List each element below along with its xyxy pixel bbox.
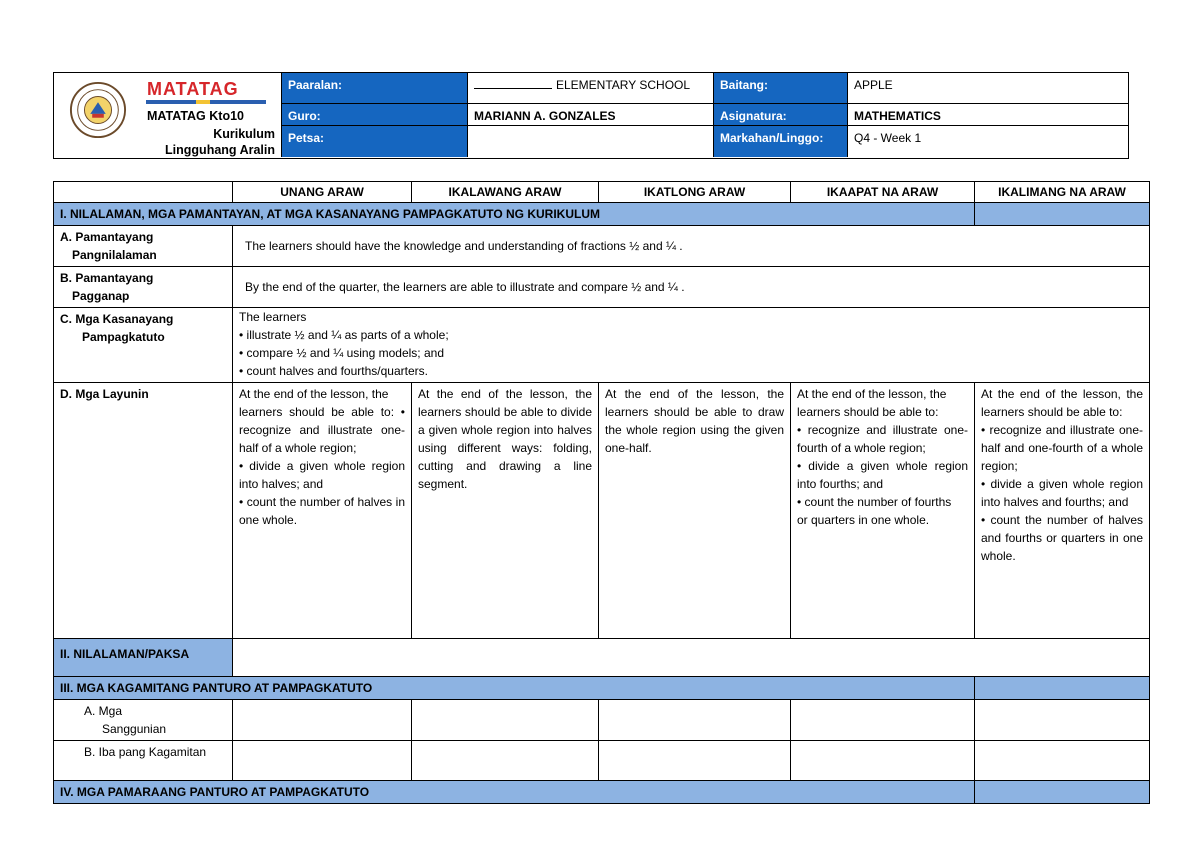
objective-line: • divide a given whole region into fourths; and — [797, 459, 968, 491]
content-standards-row — [54, 226, 1150, 267]
objective-line: At the end of the lesson, the — [239, 387, 389, 401]
header-logo-block — [54, 73, 281, 158]
objective-line: • divide a given whole region into halves and fourths; and — [981, 477, 1143, 509]
day-header-5: IKALIMANG NA ARAW — [975, 182, 1150, 203]
objective-line: or quarters in one whole. — [797, 513, 930, 527]
school-value-cell[interactable] — [467, 73, 713, 104]
competencies-line: The learners — [239, 310, 307, 324]
day-header-3: IKATLONG ARAW — [599, 182, 791, 203]
other-materials-day-3[interactable] — [599, 741, 791, 781]
subject-label: Asignatura: — [713, 104, 847, 126]
content-standards-label-2: Pangnilalaman — [72, 248, 157, 262]
date-label: Petsa: — [281, 126, 467, 157]
day-header-4: IKAAPAT NA ARAW — [791, 182, 975, 203]
section-4-row — [54, 781, 1150, 804]
quarter-value[interactable]: Q4 - Week 1 — [847, 126, 1128, 157]
other-materials-day-5[interactable] — [975, 741, 1150, 781]
objective-line: • count the number of halves and fourths or quarters in one whole. — [981, 513, 1143, 563]
objective-line: • recognize and illustrate one-half and one-fourth of a whole region; — [981, 423, 1143, 473]
objective-line: • divide a given whole region into halves; and — [239, 459, 405, 491]
section-1-row — [54, 203, 1150, 226]
content-topic-row — [54, 639, 1150, 677]
deped-seal-icon — [69, 81, 127, 139]
performance-standards-text[interactable]: By the end of the quarter, the learners are able to illustrate and compare ½ and ¼ . — [233, 267, 1150, 308]
curriculum-title-line3: Lingguhang Aralin — [165, 143, 275, 157]
lesson-header — [53, 72, 1129, 159]
date-value[interactable] — [467, 126, 713, 157]
competencies-line: • compare ½ and ¼ using models; and — [239, 346, 444, 360]
lesson-plan-table — [53, 181, 1150, 804]
objectives-row — [54, 383, 1150, 639]
day-header-1: UNANG ARAW — [233, 182, 412, 203]
brand-wordmark: MATATAG — [147, 79, 239, 99]
content-standards-label-1: A. Pamantayang — [60, 230, 154, 244]
school-name-blank — [474, 80, 552, 89]
section-1-title: I. NILALAMAN, MGA PAMANTAYAN, AT MGA KASANAYANG PAMPAGKATUTO NG KURIKULUM — [54, 203, 975, 226]
grade-label: Baitang: — [713, 73, 847, 104]
objective-line: At the end of the lesson, the learners should be able to: — [981, 387, 1143, 419]
references-label-2: Sanggunian — [102, 722, 167, 736]
references-day-5[interactable] — [975, 700, 1150, 741]
performance-standards-label-1: B. Pamantayang — [60, 271, 154, 285]
objectives-day-4[interactable] — [791, 383, 975, 639]
content-topic-value[interactable] — [233, 639, 1150, 677]
references-day-2[interactable] — [412, 700, 599, 741]
objective-line: learners should be able to: • recognize and illustrate one-half of a whole region; — [239, 405, 405, 455]
section-3-blank — [975, 677, 1150, 700]
grade-value[interactable]: APPLE — [847, 73, 1128, 104]
section-4-title: IV. MGA PAMARAANG PANTURO AT PAMPAGKATUTO — [54, 781, 975, 804]
teacher-value[interactable]: MARIANN A. GONZALES — [467, 104, 713, 126]
objective-line: • recognize and illustrate one-fourth of a whole region; — [797, 423, 968, 455]
other-materials-row — [54, 741, 1150, 781]
performance-standards-label-2: Pagganap — [72, 289, 130, 303]
references-row — [54, 700, 1150, 741]
other-materials-day-2[interactable] — [412, 741, 599, 781]
performance-standards-label — [54, 267, 233, 308]
section-3-row — [54, 677, 1150, 700]
header-info-grid — [281, 73, 1128, 158]
school-label: Paaralan: — [281, 73, 467, 104]
teacher-label: Guro: — [281, 104, 467, 126]
references-day-4[interactable] — [791, 700, 975, 741]
objective-line: learners should be able to: — [797, 405, 939, 419]
objectives-label: D. Mga Layunin — [54, 383, 233, 639]
corner-cell — [54, 182, 233, 203]
other-materials-day-4[interactable] — [791, 741, 975, 781]
references-day-3[interactable] — [599, 700, 791, 741]
section-4-blank — [975, 781, 1150, 804]
competencies-text[interactable] — [233, 308, 1150, 383]
day-header-row — [54, 182, 1150, 203]
references-label-1: A. Mga — [84, 704, 123, 718]
competencies-row — [54, 308, 1150, 383]
section-3-title: III. MGA KAGAMITANG PANTURO AT PAMPAGKATUTO — [54, 677, 975, 700]
quarter-label: Markahan/Linggo: — [713, 126, 847, 157]
objectives-day-1[interactable] — [233, 383, 412, 639]
objectives-day-3[interactable]: At the end of the lesson, the learners should be able to draw the whole region using the given one-half. — [599, 383, 791, 639]
references-label — [54, 700, 233, 741]
content-topic-label: II. NILALAMAN/PAKSA — [54, 639, 233, 677]
objective-line: At the end of the lesson, the — [797, 387, 947, 401]
performance-standards-row — [54, 267, 1150, 308]
other-materials-label: B. Iba pang Kagamitan — [54, 741, 233, 781]
brand-underline — [146, 100, 266, 104]
section-1-blank — [975, 203, 1150, 226]
school-value: ELEMENTARY SCHOOL — [556, 78, 691, 92]
objective-line: • count the number of fourths — [797, 495, 952, 509]
competencies-line: • illustrate ½ and ¼ as parts of a whole; — [239, 328, 449, 342]
content-standards-label — [54, 226, 233, 267]
competencies-label-2: Pampagkatuto — [82, 330, 165, 344]
objectives-day-2[interactable]: At the end of the lesson, the learners should be able to divide a given whole region into halves using different ways: folding, cutting and drawing a line segment. — [412, 383, 599, 639]
objectives-day-5[interactable] — [975, 383, 1150, 639]
day-header-2: IKALAWANG ARAW — [412, 182, 599, 203]
competencies-label — [54, 308, 233, 383]
curriculum-title-line2: Kurikulum — [213, 127, 275, 141]
curriculum-title-line1: MATATAG Kto10 — [147, 109, 244, 123]
content-standards-text[interactable]: The learners should have the knowledge and understanding of fractions ½ and ¼ . — [233, 226, 1150, 267]
objective-line: • count the number of halves in one whole. — [239, 495, 405, 527]
subject-value[interactable]: MATHEMATICS — [847, 104, 1128, 126]
other-materials-day-1[interactable] — [233, 741, 412, 781]
competencies-line: • count halves and fourths/quarters. — [239, 364, 428, 378]
competencies-label-1: C. Mga Kasanayang — [60, 312, 174, 326]
references-day-1[interactable] — [233, 700, 412, 741]
